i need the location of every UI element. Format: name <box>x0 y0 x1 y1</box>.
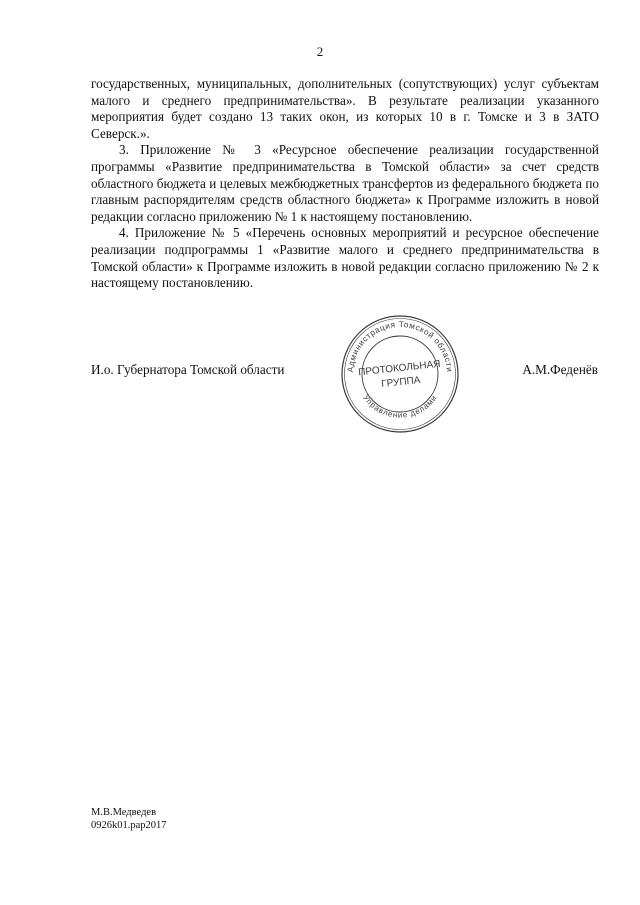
paragraph-item-4: 4. Приложение № 5 «Перечень основных мероприятий и ресурсное обеспечение реализации подпрограммы 1 «Развитие малого и среднего предпринимательства в Томской области» к Программе изложить в новой редакции согласно приложению № 2 к настоящему постановлению. <box>91 225 599 291</box>
stamp-seal-graphic <box>339 313 461 435</box>
paragraph-item-3: 3. Приложение № 3 «Ресурсное обеспечение реализации государственной программы «Развитие предпринимательства в Томской области» за счет средств областного бюджета и целевых межбюджетных трансфертов из федерального бюджета по главным распорядителям средств областного бюджета» к Программе изложить в новой редакции согласно приложению № 1 к настоящему постановлению. <box>91 142 599 224</box>
paragraph-continuation: государственных, муниципальных, дополнительных (сопутствующих) услуг субъектам малого и среднего предпринимательства». В результате реализации указанного мероприятия будет создано 13 таких окон, из которых 10 в г. Томске и 3 в ЗАТО Северск.». <box>91 76 599 141</box>
stamp-ring-top-text: Администрация Томской области <box>345 319 455 373</box>
document-footer <box>91 806 167 832</box>
svg-text:Управление делами <box>361 393 439 420</box>
official-stamp <box>339 313 461 435</box>
stamp-center-line1: ПРОТОКОЛЬНАЯ <box>357 358 442 379</box>
signatory-position: И.о. Губернатора Томской области <box>91 362 285 377</box>
footer-doc-code: 0926k01.pap2017 <box>91 820 167 831</box>
footer-author: М.В.Медведев <box>91 807 157 818</box>
stamp-ring-bottom-text: Управление делами <box>361 393 439 420</box>
page-number: 2 <box>316 44 324 59</box>
stamp-center-line2: ГРУППА <box>380 374 421 390</box>
signatory-name: А.М.Феденёв <box>522 362 598 377</box>
document-body <box>91 76 599 292</box>
